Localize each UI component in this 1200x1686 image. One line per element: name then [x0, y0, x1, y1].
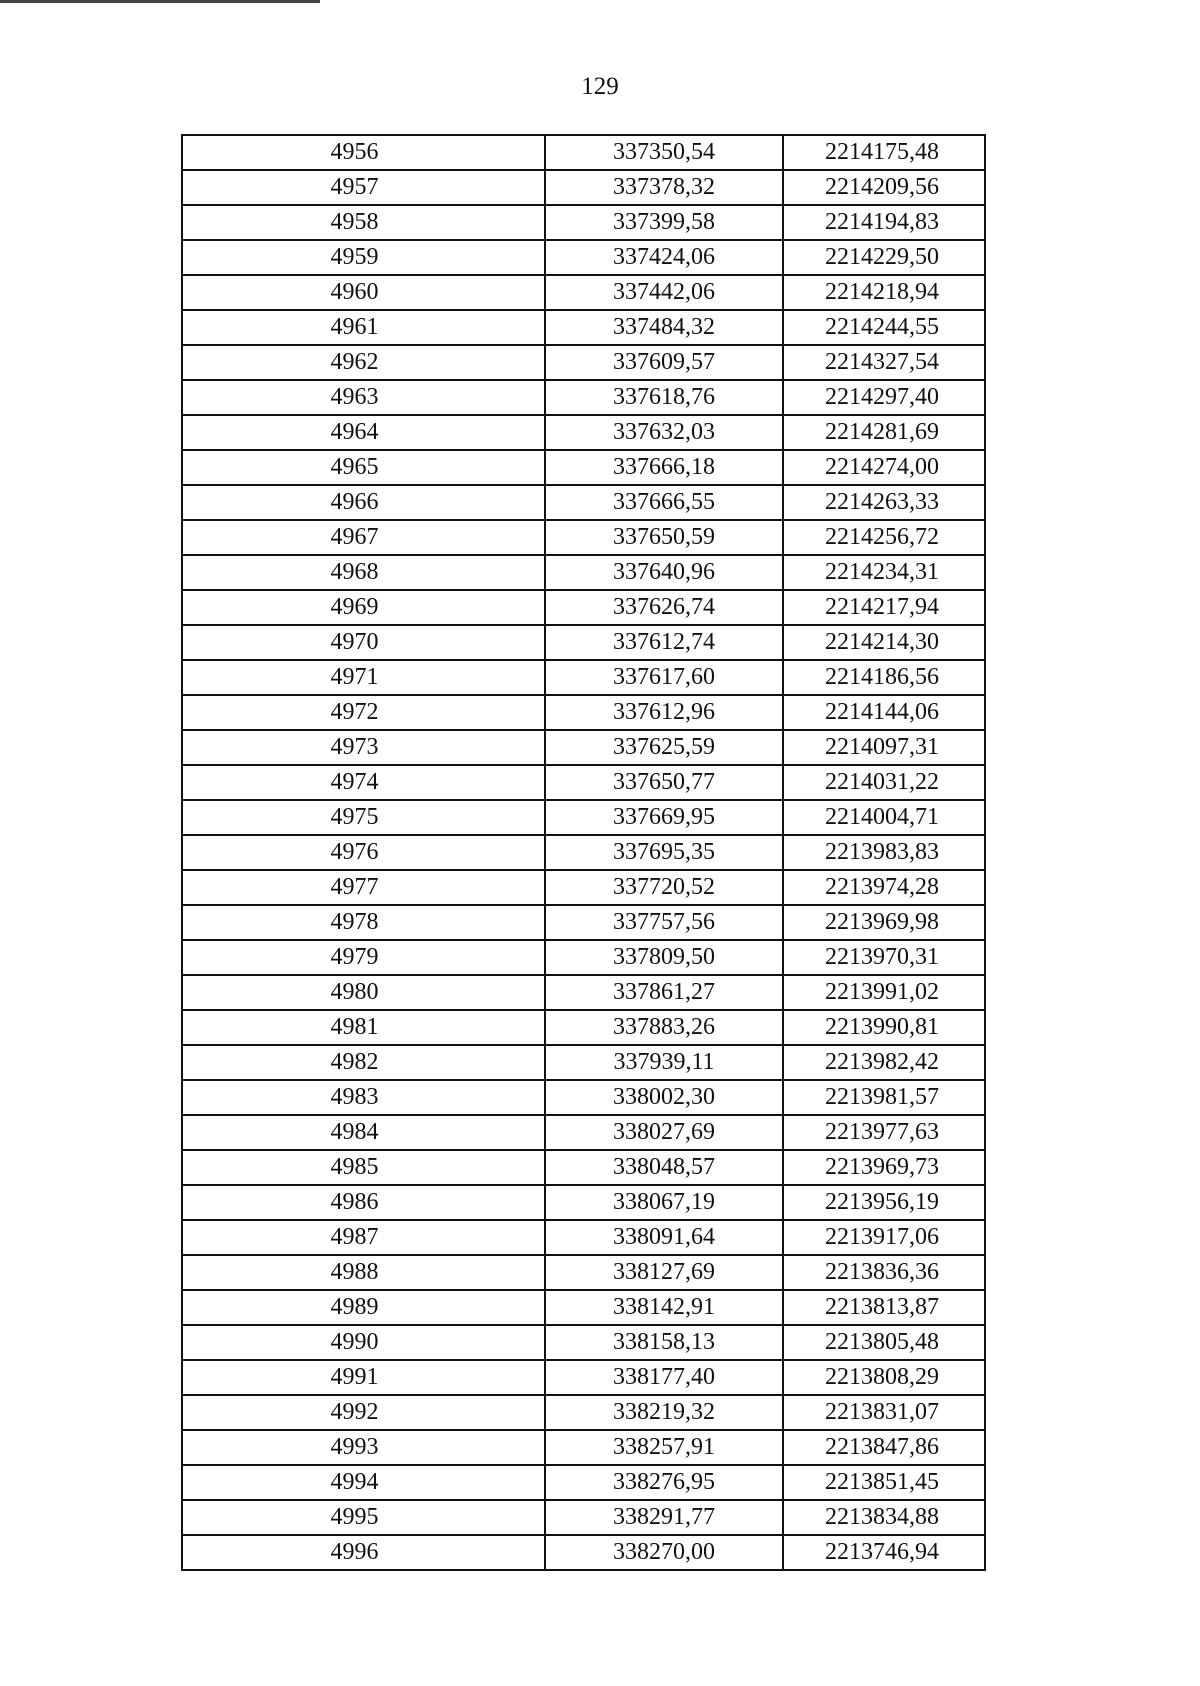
table-row: [182, 1535, 985, 1570]
point-number-cell: 4959: [182, 240, 545, 275]
y-coordinate-cell: 2213983,83: [783, 835, 985, 870]
point-number-cell: 4986: [182, 1185, 545, 1220]
x-coordinate-cell: 337666,55: [545, 485, 783, 520]
point-number-cell: 4970: [182, 625, 545, 660]
y-coordinate-cell: 2213977,63: [783, 1115, 985, 1150]
x-coordinate-cell: 337666,18: [545, 450, 783, 485]
point-number-cell: 4962: [182, 345, 545, 380]
coordinates-table: [181, 134, 986, 1571]
table-row: [182, 485, 985, 520]
x-coordinate-cell: 337350,54: [545, 135, 783, 170]
y-coordinate-cell: 2213746,94: [783, 1535, 985, 1570]
y-coordinate-cell: 2214214,30: [783, 625, 985, 660]
x-coordinate-cell: 337861,27: [545, 975, 783, 1010]
x-coordinate-cell: 337609,57: [545, 345, 783, 380]
point-number-cell: 4991: [182, 1360, 545, 1395]
point-number-cell: 4964: [182, 415, 545, 450]
y-coordinate-cell: 2213969,73: [783, 1150, 985, 1185]
table-row: [182, 1465, 985, 1500]
table-row: [182, 1115, 985, 1150]
x-coordinate-cell: 337883,26: [545, 1010, 783, 1045]
table-row: [182, 310, 985, 345]
table-row: [182, 520, 985, 555]
y-coordinate-cell: 2213969,98: [783, 905, 985, 940]
y-coordinate-cell: 2214031,22: [783, 765, 985, 800]
x-coordinate-cell: 337618,76: [545, 380, 783, 415]
table-row: [182, 380, 985, 415]
y-coordinate-cell: 2213991,02: [783, 975, 985, 1010]
y-coordinate-cell: 2213917,06: [783, 1220, 985, 1255]
point-number-cell: 4990: [182, 1325, 545, 1360]
y-coordinate-cell: 2213956,19: [783, 1185, 985, 1220]
y-coordinate-cell: 2214175,48: [783, 135, 985, 170]
point-number-cell: 4978: [182, 905, 545, 940]
y-coordinate-cell: 2213808,29: [783, 1360, 985, 1395]
point-number-cell: 4961: [182, 310, 545, 345]
y-coordinate-cell: 2214209,56: [783, 170, 985, 205]
y-coordinate-cell: 2213805,48: [783, 1325, 985, 1360]
point-number-cell: 4958: [182, 205, 545, 240]
x-coordinate-cell: 338257,91: [545, 1430, 783, 1465]
y-coordinate-cell: 2213982,42: [783, 1045, 985, 1080]
table-row: [182, 1325, 985, 1360]
point-number-cell: 4983: [182, 1080, 545, 1115]
x-coordinate-cell: 337632,03: [545, 415, 783, 450]
point-number-cell: 4994: [182, 1465, 545, 1500]
y-coordinate-cell: 2213836,36: [783, 1255, 985, 1290]
x-coordinate-cell: 338219,32: [545, 1395, 783, 1430]
x-coordinate-cell: 338291,77: [545, 1500, 783, 1535]
x-coordinate-cell: 338067,19: [545, 1185, 783, 1220]
x-coordinate-cell: 337378,32: [545, 170, 783, 205]
coordinates-table-body: [182, 135, 985, 1570]
x-coordinate-cell: 338002,30: [545, 1080, 783, 1115]
y-coordinate-cell: 2214217,94: [783, 590, 985, 625]
point-number-cell: 4976: [182, 835, 545, 870]
y-coordinate-cell: 2213981,57: [783, 1080, 985, 1115]
table-row: [182, 1150, 985, 1185]
point-number-cell: 4982: [182, 1045, 545, 1080]
x-coordinate-cell: 337650,59: [545, 520, 783, 555]
table-row: [182, 555, 985, 590]
point-number-cell: 4956: [182, 135, 545, 170]
table-row: [182, 135, 985, 170]
point-number-cell: 4992: [182, 1395, 545, 1430]
table-row: [182, 695, 985, 730]
table-row: [182, 170, 985, 205]
point-number-cell: 4968: [182, 555, 545, 590]
x-coordinate-cell: 337424,06: [545, 240, 783, 275]
point-number-cell: 4979: [182, 940, 545, 975]
table-row: [182, 415, 985, 450]
point-number-cell: 4966: [182, 485, 545, 520]
x-coordinate-cell: 337442,06: [545, 275, 783, 310]
table-row: [182, 1430, 985, 1465]
point-number-cell: 4972: [182, 695, 545, 730]
y-coordinate-cell: 2214194,83: [783, 205, 985, 240]
point-number-cell: 4960: [182, 275, 545, 310]
table-row: [182, 450, 985, 485]
table-row: [182, 275, 985, 310]
x-coordinate-cell: 338276,95: [545, 1465, 783, 1500]
y-coordinate-cell: 2213851,45: [783, 1465, 985, 1500]
table-row: [182, 905, 985, 940]
x-coordinate-cell: 337484,32: [545, 310, 783, 345]
y-coordinate-cell: 2214218,94: [783, 275, 985, 310]
x-coordinate-cell: 337399,58: [545, 205, 783, 240]
table-row: [182, 800, 985, 835]
x-coordinate-cell: 338177,40: [545, 1360, 783, 1395]
y-coordinate-cell: 2214244,55: [783, 310, 985, 345]
table-row: [182, 940, 985, 975]
x-coordinate-cell: 337939,11: [545, 1045, 783, 1080]
y-coordinate-cell: 2213990,81: [783, 1010, 985, 1045]
point-number-cell: 4975: [182, 800, 545, 835]
point-number-cell: 4980: [182, 975, 545, 1010]
point-number-cell: 4984: [182, 1115, 545, 1150]
point-number-cell: 4981: [182, 1010, 545, 1045]
y-coordinate-cell: 2213847,86: [783, 1430, 985, 1465]
table-row: [182, 205, 985, 240]
table-row: [182, 1010, 985, 1045]
y-coordinate-cell: 2214327,54: [783, 345, 985, 380]
y-coordinate-cell: 2213834,88: [783, 1500, 985, 1535]
x-coordinate-cell: 337650,77: [545, 765, 783, 800]
point-number-cell: 4987: [182, 1220, 545, 1255]
x-coordinate-cell: 337720,52: [545, 870, 783, 905]
point-number-cell: 4974: [182, 765, 545, 800]
point-number-cell: 4957: [182, 170, 545, 205]
table-row: [182, 765, 985, 800]
y-coordinate-cell: 2214234,31: [783, 555, 985, 590]
x-coordinate-cell: 337612,96: [545, 695, 783, 730]
point-number-cell: 4996: [182, 1535, 545, 1570]
x-coordinate-cell: 338158,13: [545, 1325, 783, 1360]
top-rule: [0, 0, 320, 3]
table-row: [182, 345, 985, 380]
x-coordinate-cell: 338270,00: [545, 1535, 783, 1570]
y-coordinate-cell: 2214004,71: [783, 800, 985, 835]
point-number-cell: 4967: [182, 520, 545, 555]
point-number-cell: 4995: [182, 1500, 545, 1535]
table-row: [182, 870, 985, 905]
x-coordinate-cell: 337757,56: [545, 905, 783, 940]
x-coordinate-cell: 337809,50: [545, 940, 783, 975]
table-row: [182, 1220, 985, 1255]
point-number-cell: 4977: [182, 870, 545, 905]
table-row: [182, 1360, 985, 1395]
table-row: [182, 1045, 985, 1080]
table-row: [182, 625, 985, 660]
y-coordinate-cell: 2214297,40: [783, 380, 985, 415]
point-number-cell: 4965: [182, 450, 545, 485]
x-coordinate-cell: 338127,69: [545, 1255, 783, 1290]
table-row: [182, 1290, 985, 1325]
point-number-cell: 4988: [182, 1255, 545, 1290]
table-row: [182, 660, 985, 695]
x-coordinate-cell: 338048,57: [545, 1150, 783, 1185]
table-row: [182, 835, 985, 870]
point-number-cell: 4969: [182, 590, 545, 625]
table-row: [182, 975, 985, 1010]
x-coordinate-cell: 338142,91: [545, 1290, 783, 1325]
y-coordinate-cell: 2213813,87: [783, 1290, 985, 1325]
x-coordinate-cell: 337617,60: [545, 660, 783, 695]
y-coordinate-cell: 2214281,69: [783, 415, 985, 450]
x-coordinate-cell: 337669,95: [545, 800, 783, 835]
y-coordinate-cell: 2214256,72: [783, 520, 985, 555]
table-row: [182, 1185, 985, 1220]
point-number-cell: 4989: [182, 1290, 545, 1325]
y-coordinate-cell: 2214144,06: [783, 695, 985, 730]
x-coordinate-cell: 337626,74: [545, 590, 783, 625]
table-row: [182, 1500, 985, 1535]
x-coordinate-cell: 337612,74: [545, 625, 783, 660]
table-row: [182, 1255, 985, 1290]
table-row: [182, 240, 985, 275]
table-row: [182, 730, 985, 765]
x-coordinate-cell: 337640,96: [545, 555, 783, 590]
y-coordinate-cell: 2214097,31: [783, 730, 985, 765]
x-coordinate-cell: 338027,69: [545, 1115, 783, 1150]
y-coordinate-cell: 2213831,07: [783, 1395, 985, 1430]
y-coordinate-cell: 2213974,28: [783, 870, 985, 905]
table-row: [182, 590, 985, 625]
page-number: 129: [581, 73, 619, 100]
point-number-cell: 4963: [182, 380, 545, 415]
x-coordinate-cell: 337695,35: [545, 835, 783, 870]
table-row: [182, 1395, 985, 1430]
y-coordinate-cell: 2213970,31: [783, 940, 985, 975]
point-number-cell: 4985: [182, 1150, 545, 1185]
y-coordinate-cell: 2214229,50: [783, 240, 985, 275]
table-row: [182, 1080, 985, 1115]
x-coordinate-cell: 338091,64: [545, 1220, 783, 1255]
y-coordinate-cell: 2214274,00: [783, 450, 985, 485]
x-coordinate-cell: 337625,59: [545, 730, 783, 765]
y-coordinate-cell: 2214186,56: [783, 660, 985, 695]
point-number-cell: 4971: [182, 660, 545, 695]
point-number-cell: 4973: [182, 730, 545, 765]
point-number-cell: 4993: [182, 1430, 545, 1465]
y-coordinate-cell: 2214263,33: [783, 485, 985, 520]
